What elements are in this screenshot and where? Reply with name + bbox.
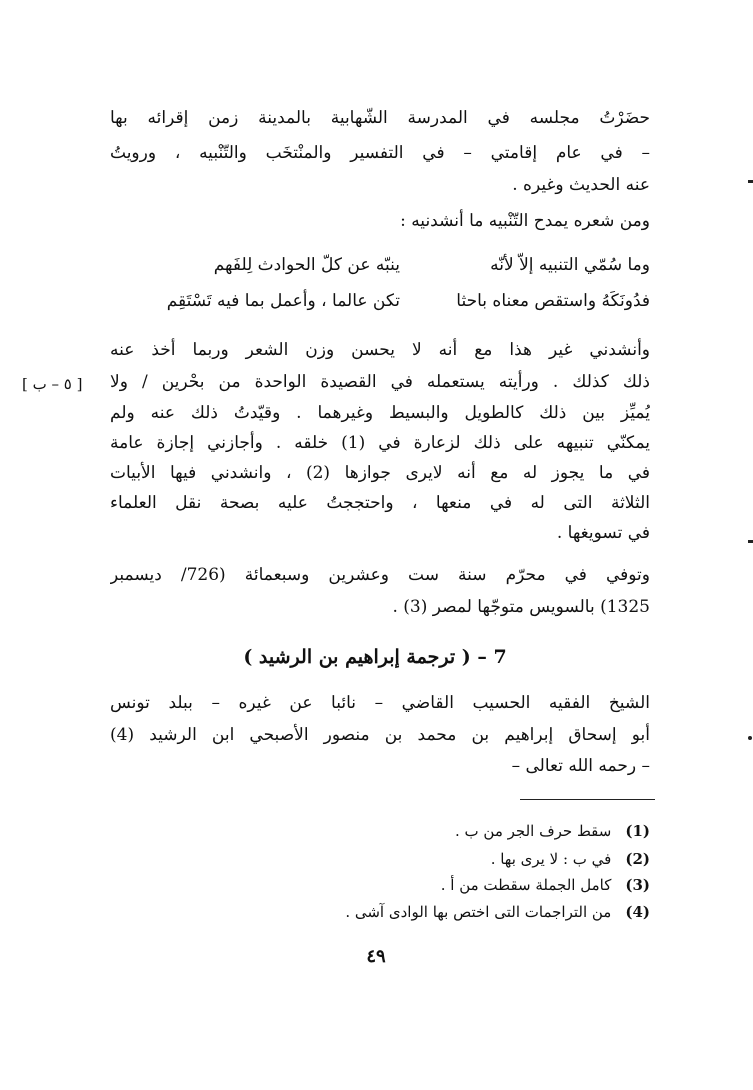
footnote-number: (4) bbox=[625, 903, 650, 921]
paragraph-2-line-1: وأنشدني غير هذا مع أنه لا يحسن وزن الشعر وربما أخذ عنه bbox=[110, 340, 650, 360]
verse-1-first-hemistich: وما سُمّي التنبيه إلاّ لأنّه bbox=[490, 255, 650, 275]
section-title: 7 – ( ترجمة إبراهيم بن الرشيد ) bbox=[243, 646, 507, 668]
margin-folio-marker: [ ٥ – ب ] bbox=[22, 375, 83, 393]
paragraph-1-line-3: عنه الحديث وغيره . bbox=[512, 175, 650, 195]
scan-edge-mark bbox=[748, 180, 753, 183]
paragraph-2-line-3: يُميِّز بين ذلك كالطويل والبسيط وغيرهما . وقيّدتُ ذلك عنه ولم bbox=[110, 403, 650, 423]
paragraph-2-line-7: في تسويغها . bbox=[556, 523, 650, 543]
paragraph-4-line-3: – رحمه الله تعالى – bbox=[511, 756, 650, 776]
footnote-number: (1) bbox=[625, 822, 650, 840]
footnote-number: (2) bbox=[625, 850, 650, 868]
footnote-4 bbox=[200, 899, 650, 927]
footnote-1 bbox=[200, 818, 650, 846]
scan-edge-mark bbox=[748, 736, 752, 740]
paragraph-2-line-5: في ما يجوز له مع أنه لايرى جوازها (2) ، وانشدني فيها الأبيات bbox=[110, 463, 650, 483]
paragraph-4-line-2: أبو إسحاق إبراهيم بن محمد بن منصور الأصبحي ابن الرشيد (4) bbox=[110, 725, 650, 745]
footnote-text: كامل الجملة سقطت من أ . bbox=[440, 876, 612, 894]
paragraph-3-line-2: 1325) بالسويس متوجّها لمصر (3) . bbox=[392, 597, 650, 617]
verse-2-first-hemistich: فدُونَكَهُ واستقص معناه باحثا bbox=[456, 291, 650, 311]
footnote-text: من التراجمات التى اختص بها الوادى آشى . bbox=[345, 903, 612, 921]
footnote-text: سقط حرف الجر من ب . bbox=[454, 822, 612, 840]
paragraph-2-line-4: يمكنّي تنبيهه على ذلك لزعارة في (1) خلقه . وأجازني إجازة عامة bbox=[110, 433, 650, 453]
paragraph-1-line-2: – في عام إقامتي – في التفسير والمنْتخَب والتّنْبيه ، ورويتُ bbox=[110, 143, 650, 163]
footnote-text: في ب : لا يرى بها . bbox=[490, 850, 612, 868]
footnote-2 bbox=[200, 846, 650, 874]
footnote-separator bbox=[520, 799, 655, 800]
footnote-3 bbox=[200, 872, 650, 900]
verse-intro: ومن شعره يمدح التّنْبيه ما أنشدنيه : bbox=[400, 211, 650, 231]
verse-2-second-hemistich: تكن عالما ، وأعمل بما فيه تَسْتَقِم bbox=[166, 291, 400, 311]
page-number: ٤٩ bbox=[366, 946, 386, 967]
scan-edge-mark bbox=[748, 540, 753, 543]
paragraph-4-line-1: الشيخ الفقيه الحسيب القاضي – نائبا عن غيره – ببلد تونس bbox=[110, 693, 650, 713]
paragraph-1-line-1: حضَرْتُ مجلسه في المدرسة الشّهابية بالمدينة زمن إقرائه بها bbox=[110, 108, 650, 128]
paragraph-3-line-1: وتوفي في محرّم سنة ست وعشرين وسبعمائة (726/ ديسمبر bbox=[110, 565, 650, 585]
paragraph-2-line-2: ذلك كذلك . ورأيته يستعمله في القصيدة الواحدة من بحْرين / ولا bbox=[110, 372, 650, 392]
footnote-number: (3) bbox=[625, 876, 650, 894]
verse-1-second-hemistich: ينبّه عن كلّ الحوادث لِلفَهم bbox=[213, 255, 400, 275]
paragraph-2-line-6: الثلاثة التى له في منعها ، واحتججتُ عليه بصحة نقل العلماء bbox=[110, 493, 650, 513]
